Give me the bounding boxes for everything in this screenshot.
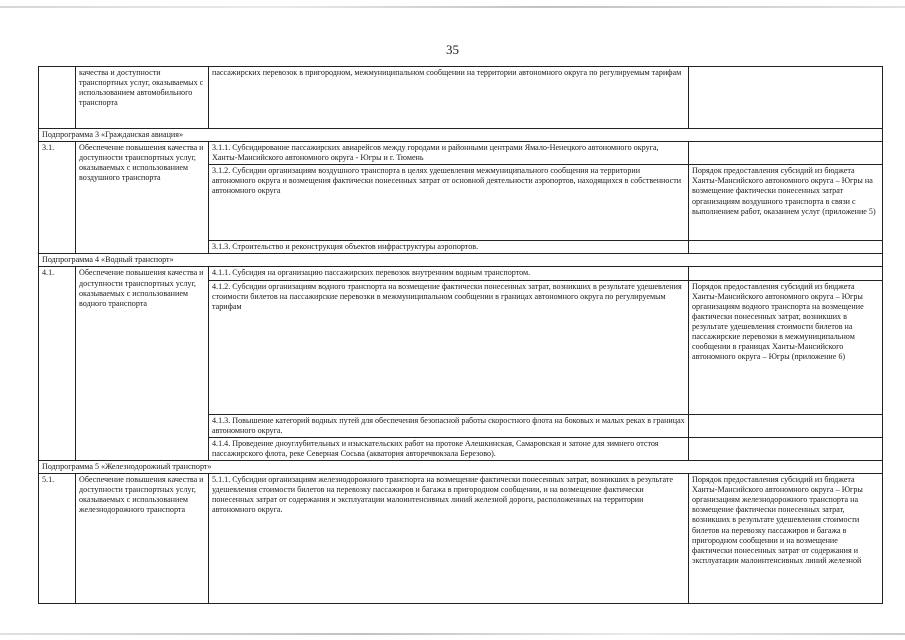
goal-text: Обеспечение повышения качества и доступности транспортных услуг, оказываемых с использованием железнодорожного транспорта <box>76 474 209 604</box>
table-row <box>39 474 883 604</box>
section-header-row <box>39 254 883 267</box>
task-item: 5.1.1. Субсидии организациям железнодорожного транспорта на возмещение фактически понесенных затрат, возникших в результате удешевления стоимости билетов на перевозку пассажиров и багажа в пригородном сообщении, и на возмещение фактически понесенных затрат от содержания и эксплуатации малоинтенсивных линий железной дороги, расположенных на территории автономного округа. <box>209 474 689 604</box>
task-item: 4.1.2. Субсидии организациям водного транспорта на возмещение фактически понесенных затрат, возникших в результате удешевления стоимости билетов на пассажирские перевозки в межмуниципальном сообщении в границах автономного округа по регулируемым тарифам <box>209 280 689 414</box>
note-blank <box>689 267 883 280</box>
task-item: 3.1.2. Субсидии организациям воздушного транспорта в целях удешевления межмуниципального сообщения на территории автономного округа и возмещения фактически понесенных затрат от основной деятельности аэропортов, находящихся в собственности автономного округа <box>209 165 689 241</box>
row-number: 4.1. <box>39 267 76 460</box>
page-number: 35 <box>446 42 459 57</box>
note-blank <box>689 414 883 437</box>
note-blank <box>689 241 883 254</box>
section-title: Подпрограмма 5 «Железнодорожный транспорт» <box>39 460 883 473</box>
table-row <box>39 142 883 165</box>
goal-cell: качества и доступности транспортных услуг, оказываемых с использованием автомобильного транспорта <box>76 67 209 129</box>
note-text: Порядок предоставления субсидий из бюджета Ханты-Мансийского автономного округа – Югры на возмещение фактически понесенных затрат организациям воздушного транспорта в связи с выполнением работ, оказанием услуг (приложение 5) <box>689 165 883 241</box>
task-cell: пассажирских перевозок в пригородном, межмуниципальном сообщении на территории автономного округа по регулируемым тарифам <box>209 67 689 129</box>
note-blank <box>689 437 883 460</box>
table-row <box>39 267 883 280</box>
task-item: 4.1.4. Проведение дноуглубительных и изыскательских работ на протоке Алешкинская, Самаровская и затоне для зимнего отстоя пассажирского флота, реке Северная Сосьва (акватория авторечвокзала Березово). <box>209 437 689 460</box>
note-cell <box>689 67 883 129</box>
row-number-cell <box>39 67 76 129</box>
goal-text: Обеспечение повышения качества и доступности транспортных услуг, оказываемых с использованием воздушного транспорта <box>76 142 209 254</box>
section-header-row <box>39 460 883 473</box>
scan-edge-top <box>0 6 905 8</box>
row-number: 5.1. <box>39 474 76 604</box>
goal-text: Обеспечение повышения качества и доступности транспортных услуг, оказываемых с использованием водного транспорта <box>76 267 209 460</box>
note-text: Порядок предоставления субсидий из бюджета Ханты-Мансийского автономного округа – Югры организациям водного транспорта на возмещение фактически понесенных затрат, возникших в результате удешевления стоимости билетов на пассажирские перевозки в межмуниципальном сообщении в границах Ханты-Мансийского автономного округа – Югры (приложение 6) <box>689 280 883 414</box>
continuation-row <box>39 67 883 129</box>
section-title: Подпрограмма 3 «Гражданская авиация» <box>39 129 883 142</box>
scan-edge-bottom <box>0 633 905 635</box>
section-title: Подпрограмма 4 «Водный транспорт» <box>39 254 883 267</box>
task-item: 3.1.3. Строительство и реконструкция объектов инфраструктуры аэропортов. <box>209 241 689 254</box>
task-item: 4.1.3. Повышение категорий водных путей для обеспечения безопасной работы скоростного флота на боковых и малых реках в границах автономного округа. <box>209 414 689 437</box>
row-number: 3.1. <box>39 142 76 254</box>
task-item: 4.1.1. Субсидия на организацию пассажирских перевозок внутренним водным транспортом. <box>209 267 689 280</box>
program-table <box>38 66 883 604</box>
task-item: 3.1.1. Субсидирование пассажирских авиарейсов между городами и районными центрами Ямало-Ненецкого автономного округа, Ханты-Мансийского автономного округа - Югры и г. Тюмень <box>209 142 689 165</box>
note-blank <box>689 142 883 165</box>
section-header-row <box>39 129 883 142</box>
note-text: Порядок предоставления субсидий из бюджета Ханты-Мансийского автономного округа – Югры организациям железнодорожного транспорта на возмещение фактически понесенных затрат, возникших в результате удешевления стоимости билетов на перевозку пассажиров и багажа в пригородном сообщении и на возмещение фактически понесенных затрат от содержания и эксплуатации малоинтенсивных линий железной <box>689 474 883 604</box>
